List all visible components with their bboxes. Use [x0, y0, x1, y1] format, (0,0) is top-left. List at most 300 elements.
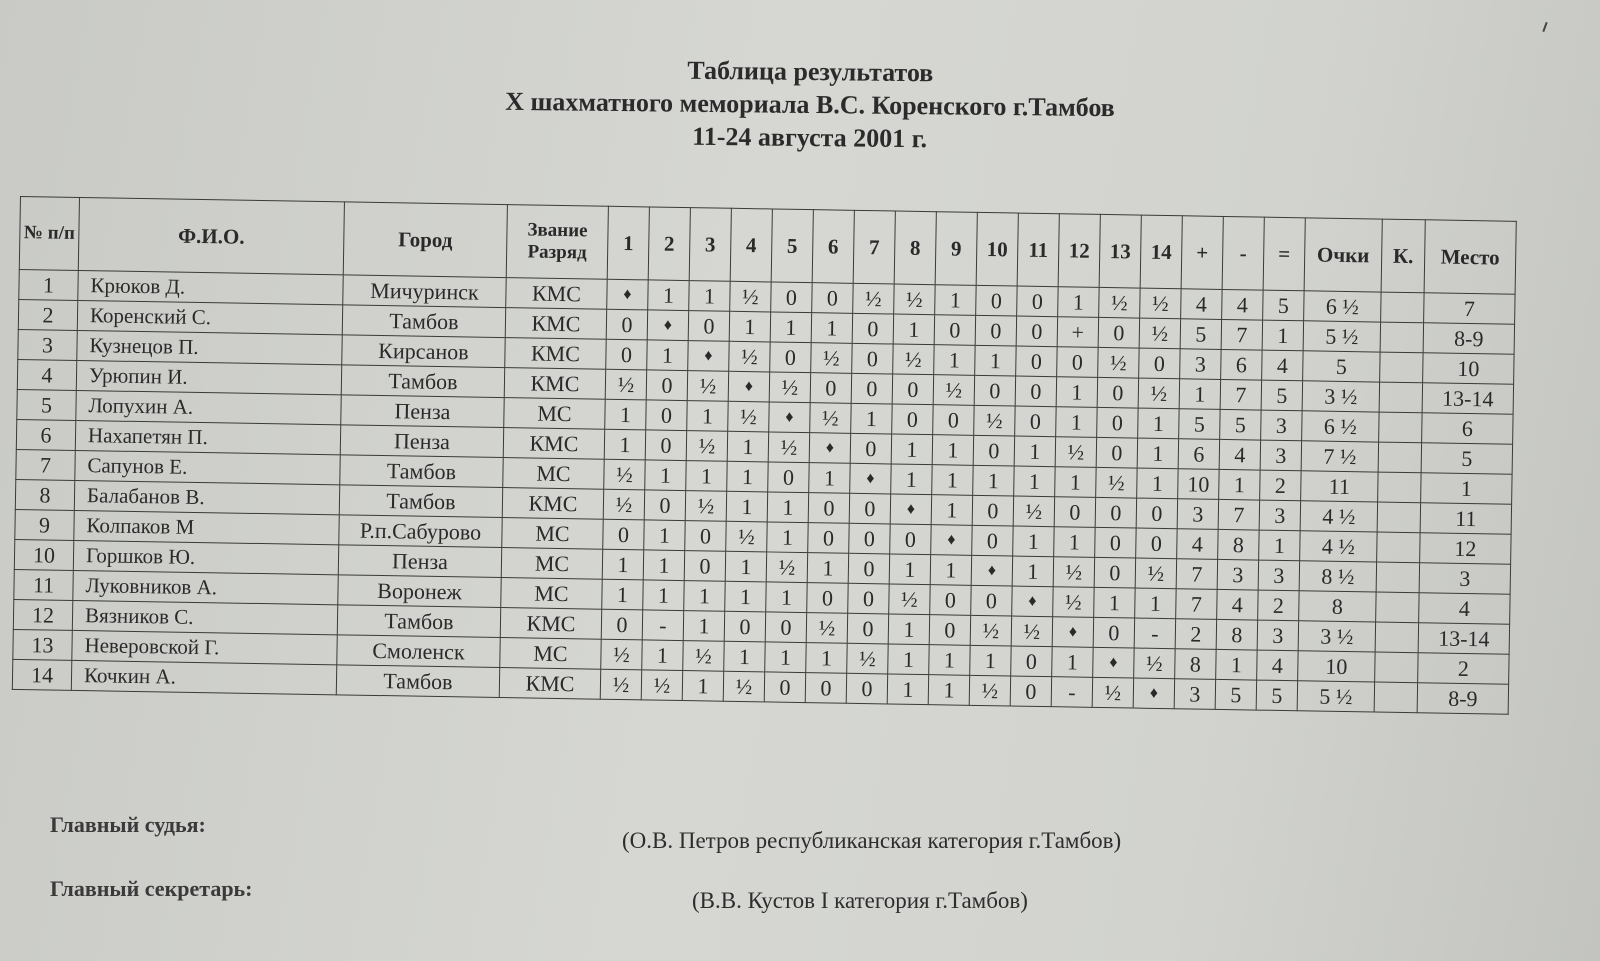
player-title: КМС	[499, 668, 600, 700]
header-place: Место	[1424, 220, 1516, 294]
draws-count: 5	[1261, 380, 1302, 411]
game-result: 1	[1094, 587, 1135, 618]
game-result: 0	[1095, 497, 1136, 528]
game-result: ½	[894, 284, 935, 315]
game-result: 0	[892, 404, 933, 435]
row-number: 7	[16, 449, 75, 480]
points: 8	[1299, 591, 1376, 622]
game-result: ½	[1138, 378, 1179, 409]
game-result: 0	[771, 282, 812, 313]
game-result: 0	[1094, 557, 1135, 588]
player-city: Р.п.Сабурово	[339, 515, 502, 548]
row-number: 12	[13, 599, 72, 630]
game-result: ½	[728, 401, 769, 432]
coefficient	[1376, 562, 1419, 593]
points: 8 ½	[1299, 561, 1376, 592]
player-title: МС	[502, 518, 603, 550]
game-result: 1	[851, 403, 892, 434]
place: 7	[1424, 293, 1515, 325]
game-result: 1	[644, 520, 685, 551]
wins-count: 4	[1177, 529, 1218, 560]
game-result: 0	[770, 342, 811, 373]
game-result: ½	[1099, 287, 1140, 318]
place: 1	[1421, 473, 1512, 505]
points: 6 ½	[1304, 291, 1381, 322]
game-result: ½	[687, 371, 728, 402]
losses-count: 7	[1220, 379, 1261, 410]
coefficient	[1378, 472, 1421, 503]
game-result: 1	[891, 434, 932, 465]
game-result: 1	[687, 401, 728, 432]
game-result: 0	[1011, 646, 1052, 677]
draws-count: 3	[1260, 440, 1301, 471]
game-result: 1	[605, 399, 646, 430]
game-result: 1	[727, 461, 768, 492]
game-result: 0	[807, 583, 848, 614]
place: 8-9	[1423, 323, 1514, 355]
game-result: 1	[1055, 467, 1096, 498]
draws-count: 5	[1256, 680, 1297, 711]
header-round-6: 6	[812, 210, 854, 284]
game-result: 0	[974, 375, 1015, 406]
place: 2	[1418, 653, 1509, 685]
game-result: 1	[684, 581, 725, 612]
game-result: 0	[1017, 286, 1058, 317]
game-result: ½	[1013, 496, 1054, 527]
player-name: Сапунов Е.	[75, 450, 340, 484]
wins-count: 6	[1178, 439, 1219, 470]
game-result: ½	[641, 670, 682, 701]
game-result: 1	[888, 644, 929, 675]
game-result: 1	[643, 550, 684, 581]
game-result: 0	[851, 373, 892, 404]
wins-count: 3	[1177, 499, 1218, 530]
game-result: 0	[644, 490, 685, 521]
draws-count: 1	[1262, 320, 1303, 351]
row-number: 5	[17, 389, 76, 420]
game-result: 1	[1013, 526, 1054, 557]
points: 5 ½	[1297, 681, 1374, 712]
header-round-4: 4	[730, 208, 772, 282]
row-number: 13	[13, 629, 72, 660]
player-city: Тамбов	[337, 605, 500, 638]
game-result: 1	[809, 463, 850, 494]
game-result: 0	[1093, 617, 1134, 648]
game-result: -	[642, 610, 683, 641]
game-result: 0	[606, 309, 647, 340]
title-line-2: X шахматного мемориала В.С. Коренского г.Тамбов	[505, 86, 1115, 123]
game-result: ½	[1135, 558, 1176, 589]
game-result: ♦	[971, 555, 1012, 586]
game-result: ♦	[809, 433, 850, 464]
header-round-3: 3	[689, 208, 731, 282]
results-table	[12, 196, 1517, 715]
game-result: 1	[767, 492, 808, 523]
header-round-13: 13	[1099, 214, 1141, 288]
coefficient	[1375, 652, 1418, 683]
game-result: 1	[888, 614, 929, 645]
game-result: 0	[688, 311, 729, 342]
row-number: 3	[18, 329, 77, 360]
game-result: ♦	[890, 494, 931, 525]
secretary-value: (В.В. Кустов I категория г.Тамбов)	[692, 888, 1028, 913]
game-result: 1	[766, 582, 807, 613]
losses-count: 5	[1220, 409, 1261, 440]
player-name: Луковников А.	[73, 570, 338, 604]
losses-count: 8	[1216, 619, 1257, 650]
draws-count: 5	[1263, 290, 1304, 321]
player-name: Балабанов В.	[74, 480, 339, 514]
header-round-10: 10	[976, 212, 1018, 286]
game-result: 1	[932, 435, 973, 466]
game-result: 0	[1097, 407, 1138, 438]
game-result: 1	[1138, 408, 1179, 439]
player-title: КМС	[500, 608, 601, 640]
game-result: 0	[805, 673, 846, 704]
game-result: ½	[600, 669, 641, 700]
points: 3 ½	[1298, 621, 1375, 652]
coefficient	[1379, 382, 1422, 413]
table-body	[12, 269, 1515, 714]
coefficient	[1378, 442, 1421, 473]
player-name: Коренский С.	[77, 300, 342, 334]
game-result: 1	[1058, 287, 1099, 318]
game-result: ½	[811, 343, 852, 374]
player-name: Нахапетян П.	[75, 420, 340, 454]
game-result: ½	[847, 643, 888, 674]
wins-count: 4	[1181, 289, 1222, 320]
game-result: ½	[893, 344, 934, 375]
header-round-1: 1	[607, 206, 649, 280]
game-result: 0	[606, 339, 647, 370]
game-result: 1	[648, 280, 689, 311]
player-name: Крюков Д.	[78, 270, 343, 304]
wins-count: 10	[1178, 469, 1219, 500]
draws-count: 3	[1258, 560, 1299, 591]
game-result: ½	[970, 615, 1011, 646]
place: 13-14	[1422, 383, 1513, 415]
player-city: Тамбов	[336, 665, 499, 698]
coefficient	[1377, 532, 1420, 563]
game-result: ½	[686, 431, 727, 462]
losses-count: 7	[1221, 319, 1262, 350]
place: 5	[1421, 443, 1512, 475]
draws-count: 2	[1258, 590, 1299, 621]
player-name: Вязников С.	[72, 600, 337, 634]
draws-count: 3	[1259, 500, 1300, 531]
game-result: 1	[683, 611, 724, 642]
game-result: 1	[642, 640, 683, 671]
game-result: 0	[1136, 498, 1177, 529]
header-round-5: 5	[771, 209, 813, 283]
player-name: Кочкин А.	[71, 660, 336, 694]
game-result: 1	[928, 675, 969, 706]
place: 3	[1419, 563, 1510, 595]
game-result: 0	[852, 313, 893, 344]
game-result: ½	[1139, 318, 1180, 349]
game-result: ♦	[1133, 678, 1174, 709]
row-number: 14	[12, 659, 71, 690]
game-result: ½	[1134, 648, 1175, 679]
game-result: 0	[764, 672, 805, 703]
game-result: ½	[810, 403, 851, 434]
game-result: 0	[847, 613, 888, 644]
points: 4 ½	[1300, 501, 1377, 532]
game-result: 1	[811, 313, 852, 344]
player-city: Тамбов	[339, 485, 502, 518]
points: 7 ½	[1301, 441, 1378, 472]
game-result: 1	[765, 642, 806, 673]
coefficient	[1379, 412, 1422, 443]
row-number: 6	[16, 419, 75, 450]
player-city: Мичуринск	[343, 275, 506, 308]
player-city: Воронеж	[338, 575, 501, 608]
game-result: ♦	[647, 310, 688, 341]
game-result: ½	[683, 641, 724, 672]
losses-count: 4	[1222, 289, 1263, 320]
game-result: 1	[729, 311, 770, 342]
draws-count: 3	[1261, 410, 1302, 441]
game-result: 1	[1012, 556, 1053, 587]
game-result: ♦	[607, 279, 648, 310]
coefficient	[1381, 292, 1424, 323]
game-result: 0	[1095, 527, 1136, 558]
player-title: МС	[503, 458, 604, 490]
header-round-14: 14	[1140, 215, 1182, 289]
game-result: 1	[1135, 588, 1176, 619]
wins-count: 3	[1180, 349, 1221, 380]
game-result: 0	[646, 370, 687, 401]
header-name: Ф.И.О.	[78, 197, 344, 274]
draws-count: 4	[1262, 350, 1303, 381]
game-result: 0	[849, 493, 890, 524]
losses-count: 7	[1218, 499, 1259, 530]
game-result: ♦	[931, 525, 972, 556]
game-result: 1	[930, 555, 971, 586]
game-result: ½	[1053, 557, 1094, 588]
draws-count: 1	[1259, 530, 1300, 561]
game-result: ½	[806, 613, 847, 644]
wins-count: 5	[1179, 409, 1220, 440]
game-result: 0	[930, 585, 971, 616]
game-result: ♦	[1012, 586, 1053, 617]
game-result: 1	[1056, 377, 1097, 408]
game-result: 0	[1010, 676, 1051, 707]
game-result: 0	[601, 609, 642, 640]
points: 6 ½	[1302, 411, 1379, 442]
game-result: 1	[647, 340, 688, 371]
game-result: 0	[684, 551, 725, 582]
points: 5 ½	[1303, 321, 1380, 352]
row-number: 8	[15, 479, 74, 510]
player-city: Пенза	[338, 545, 501, 578]
player-city: Пенза	[341, 395, 504, 428]
game-result: 1	[929, 645, 970, 676]
game-result: 0	[603, 519, 644, 550]
game-result: 0	[1016, 316, 1057, 347]
game-result: 1	[1014, 436, 1055, 467]
wins-count: 2	[1175, 619, 1216, 650]
game-result: 0	[892, 374, 933, 405]
game-result: ½	[1096, 467, 1137, 498]
player-city: Пенза	[340, 425, 503, 458]
game-result: 0	[1057, 347, 1098, 378]
game-result: 1	[1052, 647, 1093, 678]
game-result: ½	[766, 552, 807, 583]
coefficient	[1377, 502, 1420, 533]
game-result: ½	[729, 341, 770, 372]
game-result: 1	[725, 581, 766, 612]
game-result: 0	[934, 315, 975, 346]
player-name: Урюпин И.	[76, 360, 341, 394]
game-result: 0	[849, 523, 890, 554]
game-result: 0	[852, 343, 893, 374]
header-minus: -	[1222, 216, 1264, 290]
game-result: ♦	[688, 341, 729, 372]
header-round-11: 11	[1017, 213, 1059, 287]
player-title: КМС	[502, 488, 603, 520]
row-number: 1	[19, 269, 78, 300]
game-result: 1	[889, 554, 930, 585]
game-result: 1	[932, 465, 973, 496]
game-result: 1	[935, 285, 976, 316]
header-round-8: 8	[894, 211, 936, 285]
points: 11	[1301, 471, 1378, 502]
game-result: 1	[1014, 466, 1055, 497]
place: 11	[1420, 503, 1511, 535]
header-round-12: 12	[1058, 214, 1100, 288]
game-result: 0	[685, 521, 726, 552]
place: 13-14	[1418, 623, 1509, 655]
pen-mark	[1542, 22, 1547, 32]
losses-count: 5	[1215, 679, 1256, 710]
game-result: ♦	[728, 371, 769, 402]
game-result: 1	[975, 345, 1016, 376]
game-result: ½	[730, 281, 771, 312]
game-result: ½	[974, 405, 1015, 436]
header-round-9: 9	[935, 212, 977, 286]
game-result: 0	[975, 315, 1016, 346]
game-result: ½	[853, 283, 894, 314]
game-result: ½	[604, 459, 645, 490]
points: 3 ½	[1302, 381, 1379, 412]
game-result: 1	[891, 464, 932, 495]
game-result: 1	[682, 671, 723, 702]
game-result: 0	[1139, 348, 1180, 379]
game-result: 0	[1054, 497, 1095, 528]
header-points: Очки	[1304, 218, 1382, 292]
game-result: 0	[1136, 528, 1177, 559]
losses-count: 6	[1221, 349, 1262, 380]
losses-count: 3	[1217, 559, 1258, 590]
losses-count: 1	[1216, 649, 1257, 680]
player-name: Горшков Ю.	[73, 540, 338, 574]
draws-count: 4	[1257, 650, 1298, 681]
game-result: 1	[724, 641, 765, 672]
game-result: ½	[769, 372, 810, 403]
place: 12	[1420, 533, 1511, 565]
player-city: Тамбов	[341, 365, 504, 398]
player-city: Смоленск	[337, 635, 500, 668]
points: 5	[1303, 351, 1380, 382]
row-number: 11	[14, 569, 73, 600]
game-result: 1	[727, 431, 768, 462]
row-number: 10	[14, 539, 73, 570]
judge-value: (О.В. Петров республиканская категория г.Тамбов)	[622, 828, 1122, 853]
wins-count: 5	[1180, 319, 1221, 350]
game-result: ½	[601, 639, 642, 670]
game-result: 0	[768, 462, 809, 493]
player-name: Лопухин А.	[76, 390, 341, 424]
document-title	[380, 50, 1241, 158]
game-result: ½	[1055, 437, 1096, 468]
points: 4 ½	[1300, 531, 1377, 562]
game-result: ½	[605, 369, 646, 400]
player-city: Кирсанов	[342, 335, 505, 368]
results-sheet	[12, 196, 1517, 715]
game-result: 1	[602, 579, 643, 610]
losses-count: 8	[1218, 529, 1259, 560]
header-round-2: 2	[648, 207, 690, 281]
game-result: 0	[1098, 317, 1139, 348]
game-result: 1	[645, 460, 686, 491]
game-result: 1	[643, 580, 684, 611]
judge-label: Главный судья:	[50, 812, 206, 837]
game-result: ♦	[1093, 647, 1134, 678]
wins-count: 7	[1176, 559, 1217, 590]
game-result: 1	[887, 674, 928, 705]
header-round-7: 7	[853, 210, 895, 284]
player-name: Кузнецов П.	[77, 330, 342, 364]
game-result: 1	[934, 345, 975, 376]
header-plus: +	[1181, 216, 1223, 290]
title-line-3: 11-24 августа 2001 г.	[692, 121, 928, 154]
game-result: ½	[726, 521, 767, 552]
game-result: 0	[976, 285, 1017, 316]
losses-count: 4	[1217, 589, 1258, 620]
game-result: 1	[689, 281, 730, 312]
game-result: -	[1051, 677, 1092, 708]
place: 10	[1423, 353, 1514, 385]
game-result: 1	[602, 549, 643, 580]
row-number: 4	[17, 359, 76, 390]
points: 10	[1298, 651, 1375, 682]
player-title: МС	[501, 578, 602, 610]
player-city: Тамбов	[340, 455, 503, 488]
place: 4	[1419, 593, 1510, 625]
game-result: 0	[1015, 406, 1056, 437]
game-result: ♦	[1052, 617, 1093, 648]
game-result: 0	[1016, 346, 1057, 377]
player-title: МС	[501, 548, 602, 580]
game-result: ½	[1140, 288, 1181, 319]
coefficient	[1380, 322, 1423, 353]
player-title: МС	[500, 638, 601, 670]
losses-count: 4	[1219, 439, 1260, 470]
game-result: ½	[1053, 587, 1094, 618]
coefficient	[1380, 352, 1423, 383]
game-result: ½	[1011, 616, 1052, 647]
game-result: 1	[604, 429, 645, 460]
game-result: 1	[770, 312, 811, 343]
game-result: 0	[848, 553, 889, 584]
row-number: 2	[18, 299, 77, 330]
game-result: 1	[1056, 407, 1097, 438]
game-result: 1	[1137, 438, 1178, 469]
player-name: Колпаков М	[74, 510, 339, 544]
coefficient	[1376, 592, 1419, 623]
player-city: Тамбов	[342, 305, 505, 338]
